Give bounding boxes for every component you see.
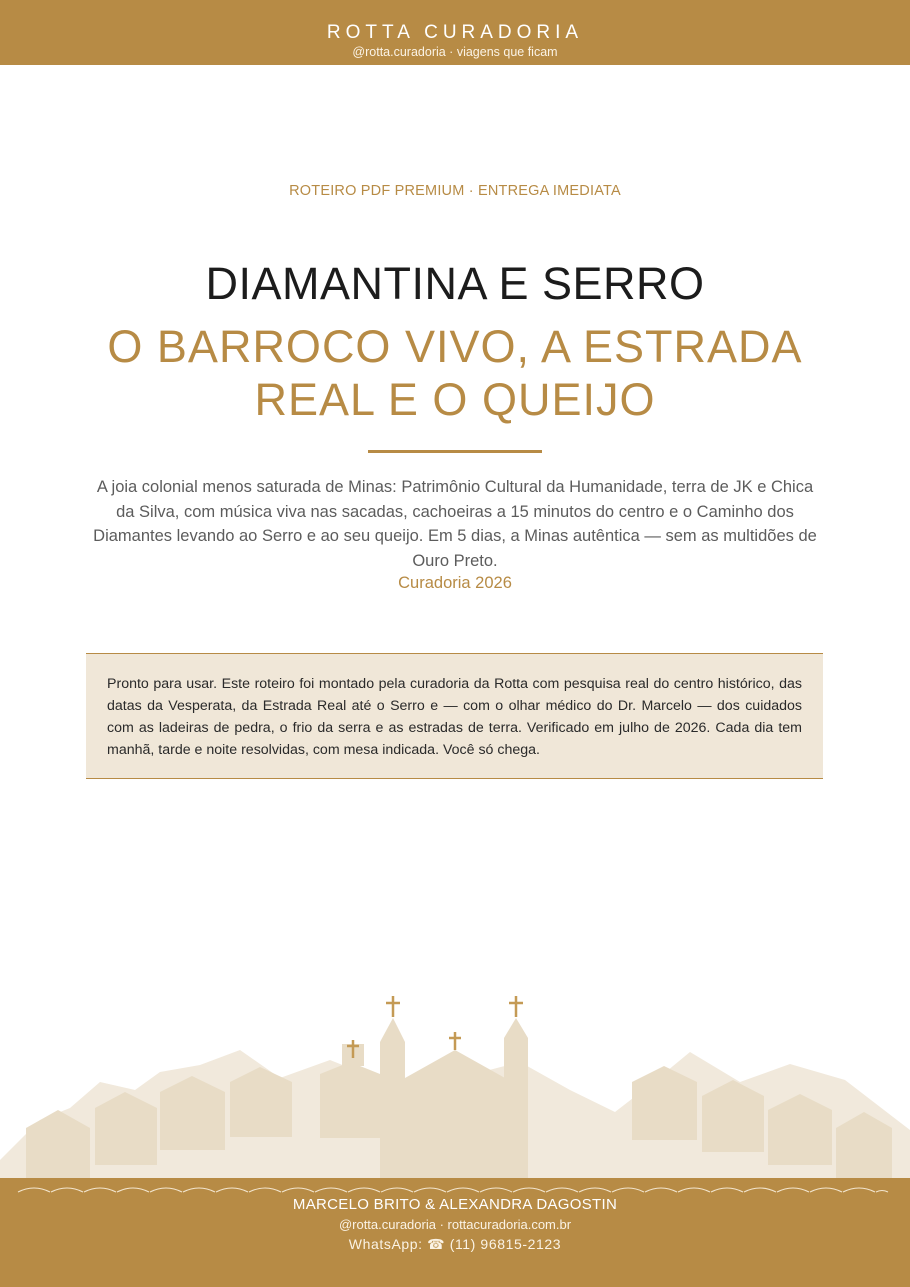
page-title: DIAMANTINA E SERRO [205,258,705,309]
church-crosses [347,996,523,1058]
footer-contact: @rotta.curadoria · rottacuradoria.com.br [338,1217,572,1232]
edition-label: Curadoria 2026 [398,574,512,592]
page-subtitle: O BARROCO VIVO, A ESTRADA REAL E O QUEIJO [107,321,803,425]
ready-to-use-notice [86,653,823,779]
notice-text: Pronto para usar. Este roteiro foi montado pela curadoria da Rotta com pesquisa real do centro histórico, das datas da Vesperata, da Estrada Real até o Serro e — com o olhar médico do Dr. Marcelo — dos cuidados com as ladeiras de pedra, o frio da serra e as estradas de terra. Verificado em julho de 2026. Cada dia tem manhã, tarde e noite resolvidas, com mesa indicada. Você só chega. [107,676,802,758]
brand-tagline: @rotta.curadoria · viagens que ficam [352,45,558,59]
cover-kicker: ROTEIRO PDF PREMIUM · ENTREGA IMEDIATA [289,183,621,199]
colonial-town-skyline-illustration [0,990,910,1180]
title-divider [368,450,542,453]
footer-authors: MARCELO BRITO & ALEXANDRA DAGOSTIN [292,1196,618,1213]
brand-name: ROTTA CURADORIA [326,22,584,43]
top-banner [0,0,910,65]
footer-whatsapp: WhatsApp: ☎ (11) 96815-2123 [348,1236,562,1252]
intro-paragraph: A joia colonial menos saturada de Minas: Patrimônio Cultural da Humanidade, terra de JK e Chica da Silva, com música viva nas sacadas, cachoeiras a 15 minutos do centro e o Caminho dos Diamantes levando ao Serro e ao seu queijo. Em 5 dias, a Minas autêntica — sem as multidões de Ouro Preto. [93,478,817,570]
wave-ornament [0,1182,910,1196]
footer-banner [0,1178,910,1287]
